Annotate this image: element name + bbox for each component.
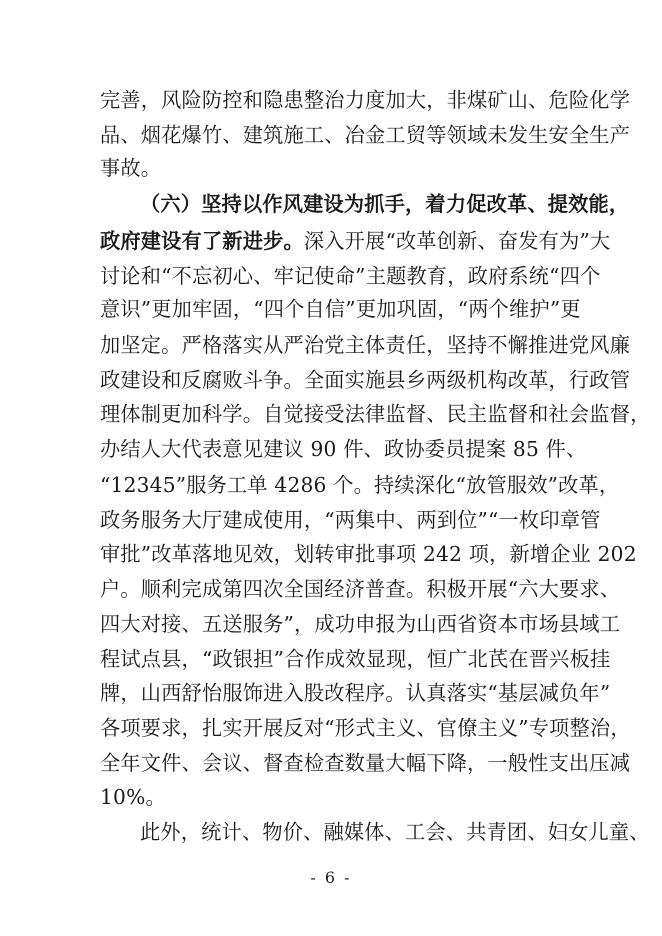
body-text-line: 加坚定。严格落实从严治党主体责任，坚持不懈推进党风廉: [100, 333, 631, 357]
section-heading-line: （六）坚持以作风建设为抓手，着力促改革、提效能，: [140, 192, 630, 216]
body-text-line: 四大对接、五送服务”，成功申报为山西省资本市场县域工: [100, 612, 621, 636]
body-text-line: 户。顺利完成第四次全国经济普查。积极开展“六大要求、: [100, 577, 621, 601]
body-text-line: 10%。: [100, 785, 166, 809]
body-text-line: 办结人大代表意见建议 90 件、政协委员提案 85 件、: [100, 437, 587, 461]
body-text-line: “12345”服务工单 4286 个。持续深化“放管服效”改革，: [100, 473, 620, 497]
body-text-line: 理体制更加科学。自觉接受法律监督、民主监督和社会监督，: [100, 402, 651, 426]
body-text-line: 全年文件、会议、督查检查数量大幅下降，一般性支出压减: [100, 751, 631, 775]
body-text-line: 讨论和“不忘初心、牢记使命”主题教育，政府系统“四个: [100, 264, 601, 288]
body-text-line: 此外，统计、物价、融媒体、工会、共青团、妇女儿童、: [140, 820, 650, 844]
body-text-span: 深入开展“改革创新、奋发有为”大: [303, 229, 611, 253]
body-text-line: 各项要求，扎实开展反对“形式主义、官僚主义”专项整治，: [100, 716, 631, 740]
body-text-line: 审批”改革落地见效，划转审批事项 242 项，新增企业 202: [100, 542, 637, 566]
section-heading-continuation: 政府建设有了新进步。: [100, 229, 304, 253]
body-text-line: 意识”更加牢固，“四个自信”更加巩固，“两个维护”更: [100, 297, 581, 321]
body-text-line: 事故。: [100, 156, 162, 180]
body-text-line: 品、烟花爆竹、建筑施工、冶金工贸等领域未发生安全生产: [100, 123, 631, 147]
page-number: - 6 -: [310, 868, 352, 887]
body-text-line: [100, 229, 611, 253]
body-text-line: 完善，风险防控和隐患整治力度加大，非煤矿山、危险化学: [100, 88, 631, 112]
body-text-line: 政务服务大厅建成使用，“两集中、两到位”“一枚印章管: [100, 508, 601, 532]
body-text-line: 政建设和反腐败斗争。全面实施县乡两级机构改革，行政管: [100, 368, 631, 392]
body-text-line: 程试点县，“政银担”合作成效显现，恒广北芪在晋兴板挂: [100, 647, 611, 671]
body-text-line: 牌，山西舒怡服饰进入股改程序。认真落实“基层减负年”: [100, 681, 611, 705]
